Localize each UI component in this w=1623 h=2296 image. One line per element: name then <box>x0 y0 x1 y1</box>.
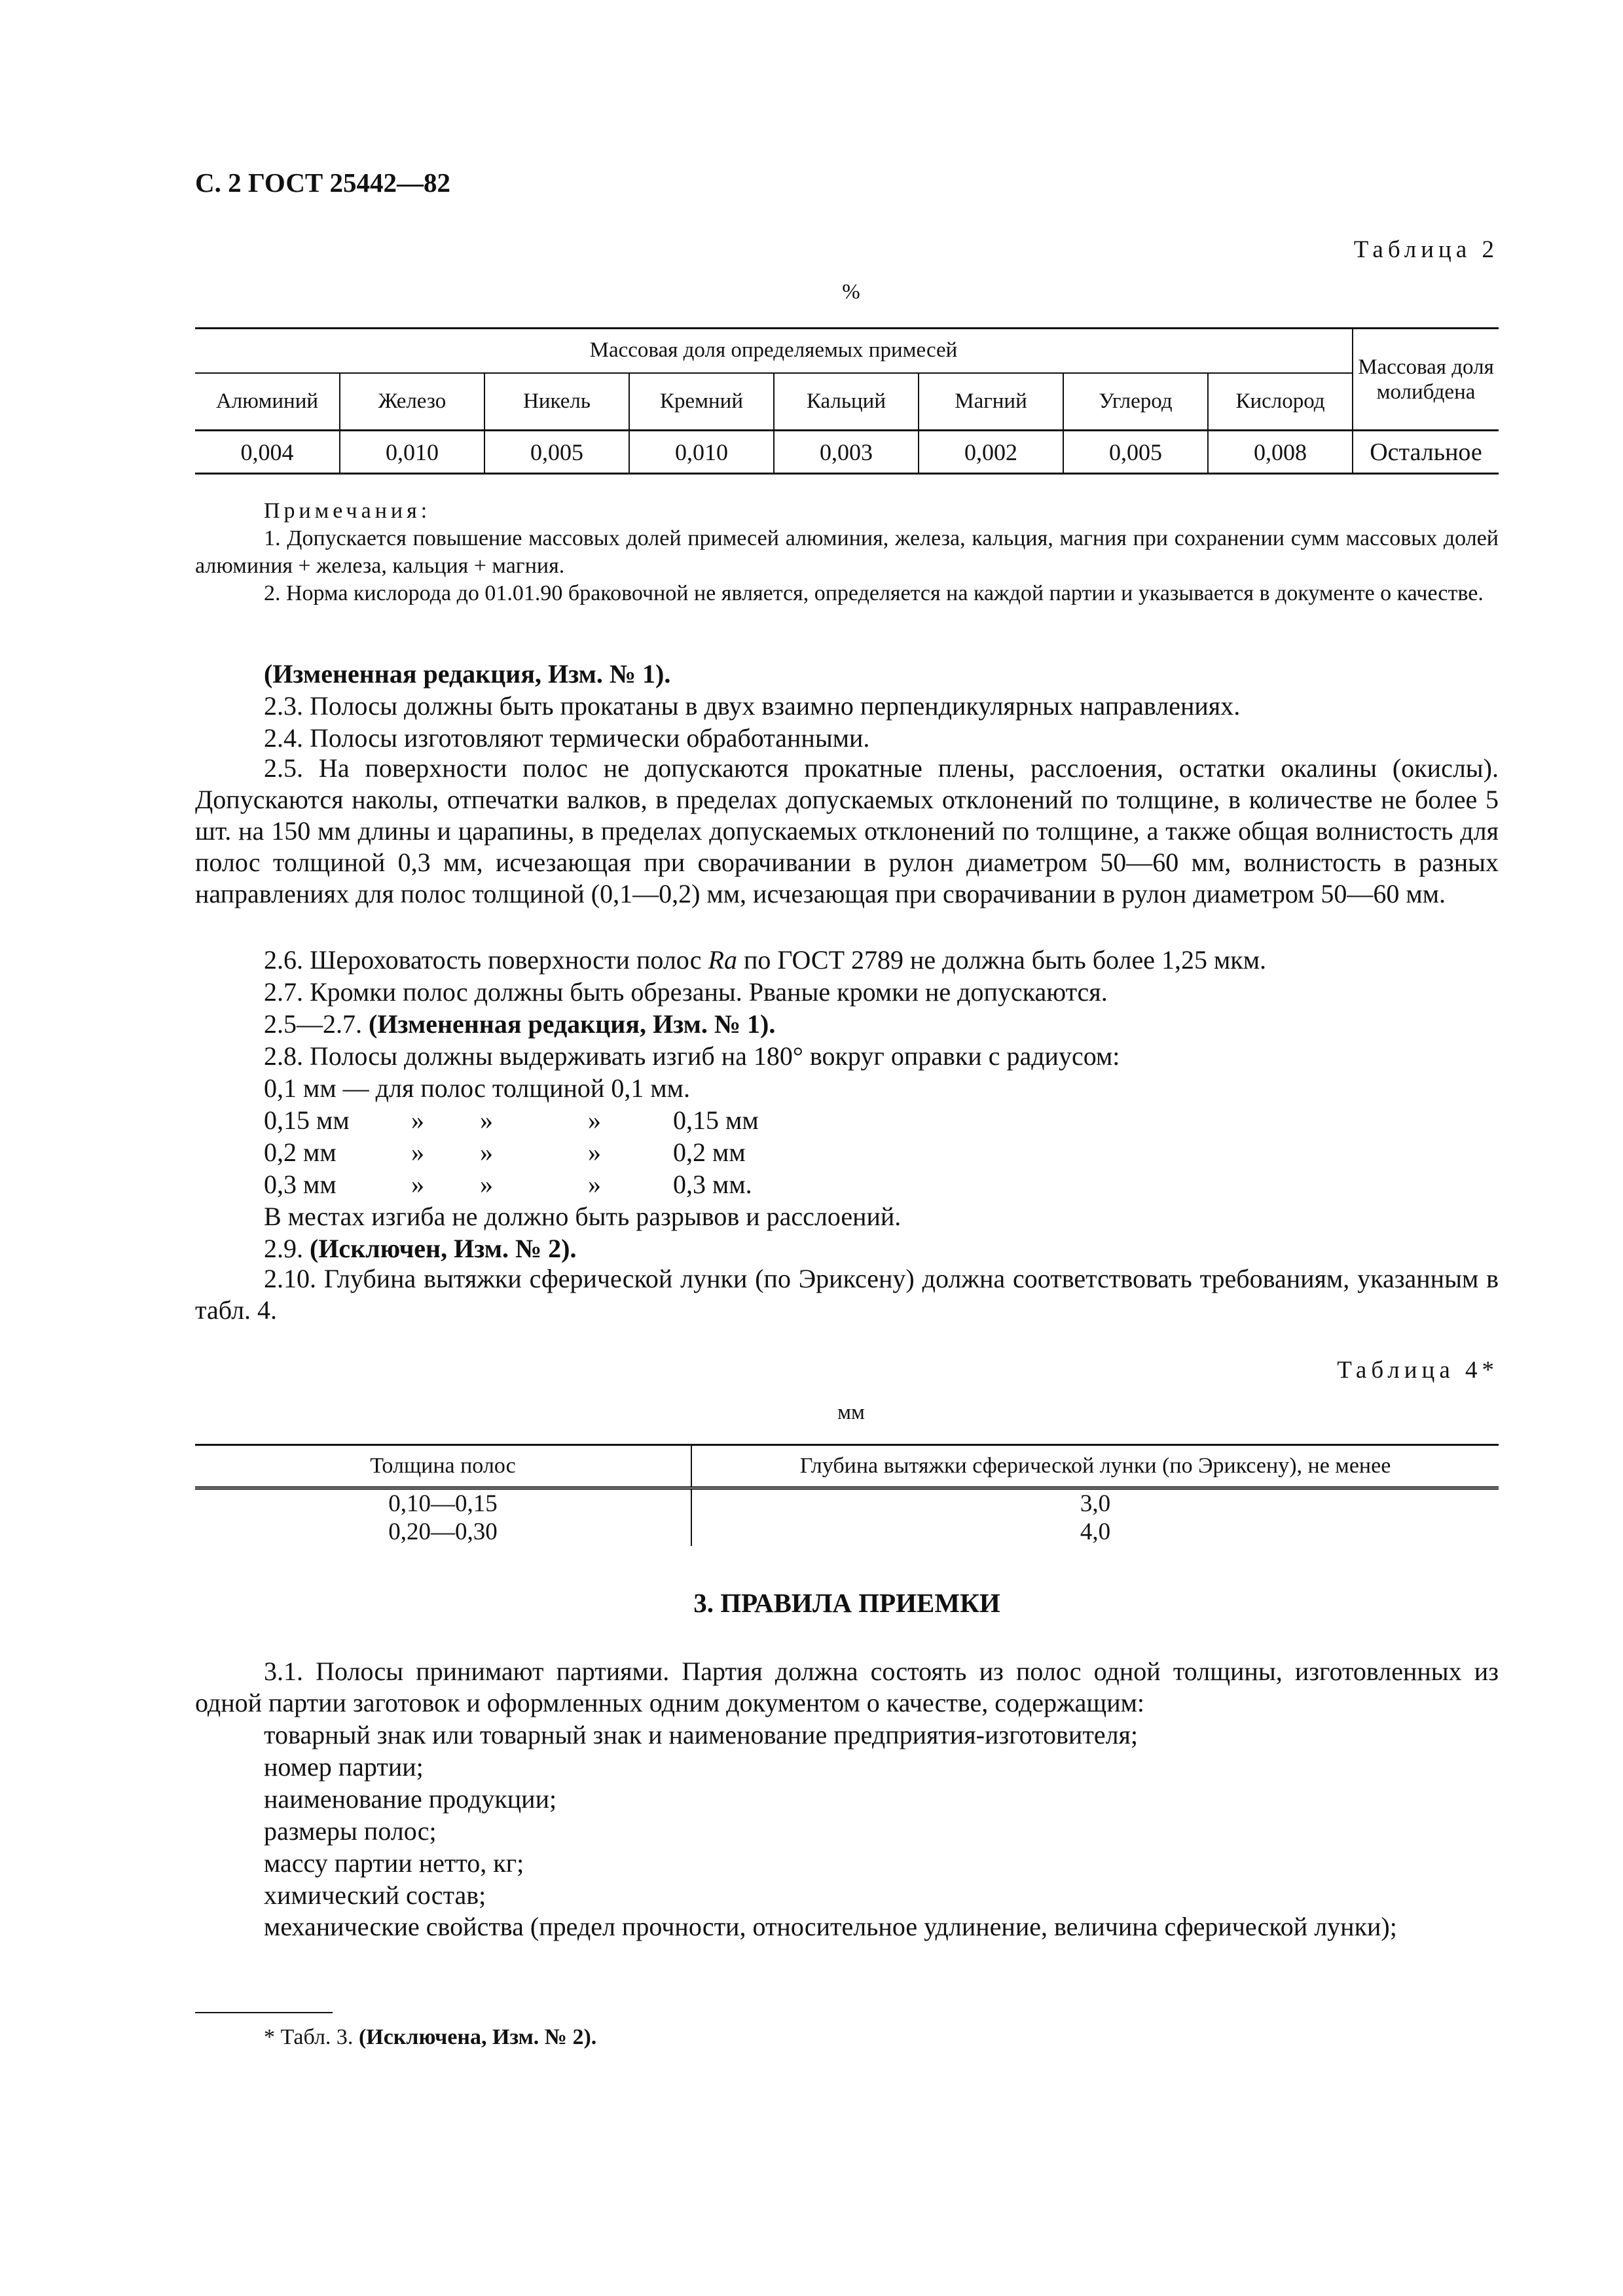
clause-2-4: 2.4. Полосы изготовляют термически обработанными. <box>264 723 870 753</box>
list-item: номер партии; <box>264 1752 424 1782</box>
table2-cell: 0,005 <box>484 431 629 474</box>
amendment-note-1: (Измененная редакция, Изм. № 1). <box>264 659 671 689</box>
col-header-carbon: Углерод <box>1063 373 1208 431</box>
clause-2-5-2-7-number: 2.5—2.7. <box>264 1009 369 1039</box>
footnote-text: * Табл. 3. <box>264 2025 359 2049</box>
clause-3-1: 3.1. Полосы принимают партиями. Партия должна состоять из полос одной толщины, изготовленных из одной партии заготовок и оформленных одним документом о качестве, содержащим: <box>195 1657 1499 1717</box>
list-item: товарный знак или товарный знак и наименование предприятия-изготовителя; <box>264 1720 1139 1749</box>
list-item: наименование продукции; <box>264 1784 557 1814</box>
col-header-nickel: Никель <box>484 373 629 431</box>
bend-radius: 0,15 мм <box>264 1105 350 1135</box>
clause-2-5-2-7-amendment: (Измененная редакция, Изм. № 1). <box>369 1009 776 1039</box>
ditto-mark: » <box>480 1170 493 1199</box>
ditto-mark: » <box>411 1138 424 1167</box>
clause-2-6-text-b: по ГОСТ 2789 не должна быть более 1,25 мкм. <box>737 945 1267 975</box>
clause-2-7: 2.7. Кромки полос должны быть обрезаны. Рваные кромки не допускаются. <box>264 977 1108 1007</box>
table2-cell: 0,010 <box>340 431 484 474</box>
notes-title: Примечания: <box>264 499 431 523</box>
bend-thickness: 0,2 мм <box>673 1138 746 1167</box>
table2-cell: 0,003 <box>774 431 919 474</box>
col-header-magnesium: Магний <box>919 373 1063 431</box>
footnote-divider <box>195 2012 333 2013</box>
clause-2-6-ra: Ra <box>708 945 737 975</box>
content-list <box>264 1719 1138 1911</box>
table2-molybdenum-header: Массовая доля молибдена <box>1358 355 1494 404</box>
bend-first-line: 0,1 мм — для полос толщиной 0,1 мм. <box>264 1073 690 1103</box>
table2-cell: 0,005 <box>1063 431 1208 474</box>
clause-2-6-text-a: 2.6. Шероховатость поверхности полос <box>264 945 708 975</box>
table4-unit: мм <box>837 1401 865 1424</box>
list-item: размеры полос; <box>264 1816 437 1846</box>
table4-col-thickness: Толщина полос <box>195 1445 691 1488</box>
table2-cell: 0,004 <box>195 431 340 474</box>
bend-thickness: 0,3 мм. <box>673 1170 752 1199</box>
col-header-silicon: Кремний <box>629 373 774 431</box>
table2-cell: 0,008 <box>1208 431 1353 474</box>
clause-2-9-number: 2.9. <box>264 1234 310 1263</box>
list-item-last: механические свойства (предел прочности, относительное удлинение, величина сферической лунки); <box>264 1912 1397 1941</box>
bend-radius: 0,2 мм <box>264 1138 337 1167</box>
clause-2-9-amendment: (Исключен, Изм. № 2). <box>310 1234 577 1263</box>
table4-col-depth: Глубина вытяжки сферической лунки (по Эриксену), не менее <box>799 1454 1391 1478</box>
ditto-mark: » <box>588 1105 601 1135</box>
bend-thickness: 0,15 мм <box>673 1105 759 1135</box>
ditto-mark: » <box>588 1138 601 1167</box>
col-header-oxygen: Кислород <box>1208 373 1353 431</box>
list-item: химический состав; <box>264 1880 486 1910</box>
ditto-mark: » <box>588 1170 601 1199</box>
footnote-amendment: (Исключена, Изм. № 2). <box>358 2025 597 2049</box>
footnote <box>264 2025 596 2050</box>
section-3-heading: 3. ПРАВИЛА ПРИЕМКИ <box>693 1588 1000 1618</box>
table4-cell: 0,10—0,15 <box>195 1488 691 1518</box>
clause-2-3: 2.3. Полосы должны быть прокатаны в двух взаимно перпендикулярных направлениях. <box>264 691 1241 721</box>
col-header-calcium: Кальций <box>774 373 919 431</box>
ditto-mark: » <box>411 1105 424 1135</box>
bend-radius: 0,3 мм <box>264 1170 337 1199</box>
clause-2-8: 2.8. Полосы должны выдерживать изгиб на 180° вокруг оправки с радиусом: <box>264 1041 1120 1071</box>
ditto-mark: » <box>480 1105 493 1135</box>
table4-cell: 3,0 <box>1080 1490 1111 1517</box>
table2-cell: 0,010 <box>629 431 774 474</box>
table4 <box>195 1444 1499 1546</box>
table2 <box>195 327 1499 475</box>
note-2: 2. Норма кислорода до 01.01.90 браковочной не является, определяется на каждой партии и указывается в документе о качестве. <box>264 581 1484 605</box>
table4-cell: 0,20—0,30 <box>195 1518 691 1546</box>
clause-2-10: 2.10. Глубина вытяжки сферической лунки (по Эриксену) должна соответствовать требованиям, указанным в табл. 4. <box>195 1264 1499 1325</box>
clause-2-5: 2.5. На поверхности полос не допускаются прокатные плены, расслоения, остатки окалины (окислы). Допускаются наколы, отпечатки валков, в пределах допускаемых отклонений по толщине, в количестве не более 5 шт. на 150 мм длины и царапины, в пределах допускаемых отклонений по толщине, а также общая волнистость для полос толщиной 0,3 мм, исчезающая при сворачивании в рулон диаметром 50—60 мм, волнистость в разных направлениях для полос толщиной (0,1—0,2) мм, исчезающая при сворачивании в рулон диаметром 50—60 мм. <box>195 753 1499 908</box>
clause-2-5-2-7 <box>264 1009 775 1039</box>
table4-caption: Таблица 4* <box>1337 1357 1499 1384</box>
table2-caption: Таблица 2 <box>1353 236 1499 263</box>
page-header: С. 2 ГОСТ 25442—82 <box>195 168 451 198</box>
table4-cell: 4,0 <box>1080 1518 1111 1545</box>
table2-cell: 0,002 <box>919 431 1063 474</box>
clause-2-9 <box>264 1233 576 1264</box>
table2-group-header: Массовая доля определяемых примесей <box>195 329 1353 373</box>
col-header-iron: Железо <box>340 373 484 431</box>
table2-cell: Остальное <box>1370 438 1482 466</box>
note-1: 1. Допускается повышение массовых долей примесей алюминия, железа, кальция, магния при сохранении сумм массовых долей алюминия + железа, кальция + магния. <box>195 526 1499 578</box>
col-header-aluminum: Алюминий <box>195 373 340 431</box>
list-item: массу партии нетто, кг; <box>264 1848 524 1878</box>
bend-note: В местах изгиба не должно быть разрывов и расслоений. <box>264 1202 902 1231</box>
ditto-mark: » <box>480 1138 493 1167</box>
ditto-mark: » <box>411 1170 424 1199</box>
table2-unit: % <box>842 280 860 304</box>
clause-2-6 <box>264 944 1266 975</box>
